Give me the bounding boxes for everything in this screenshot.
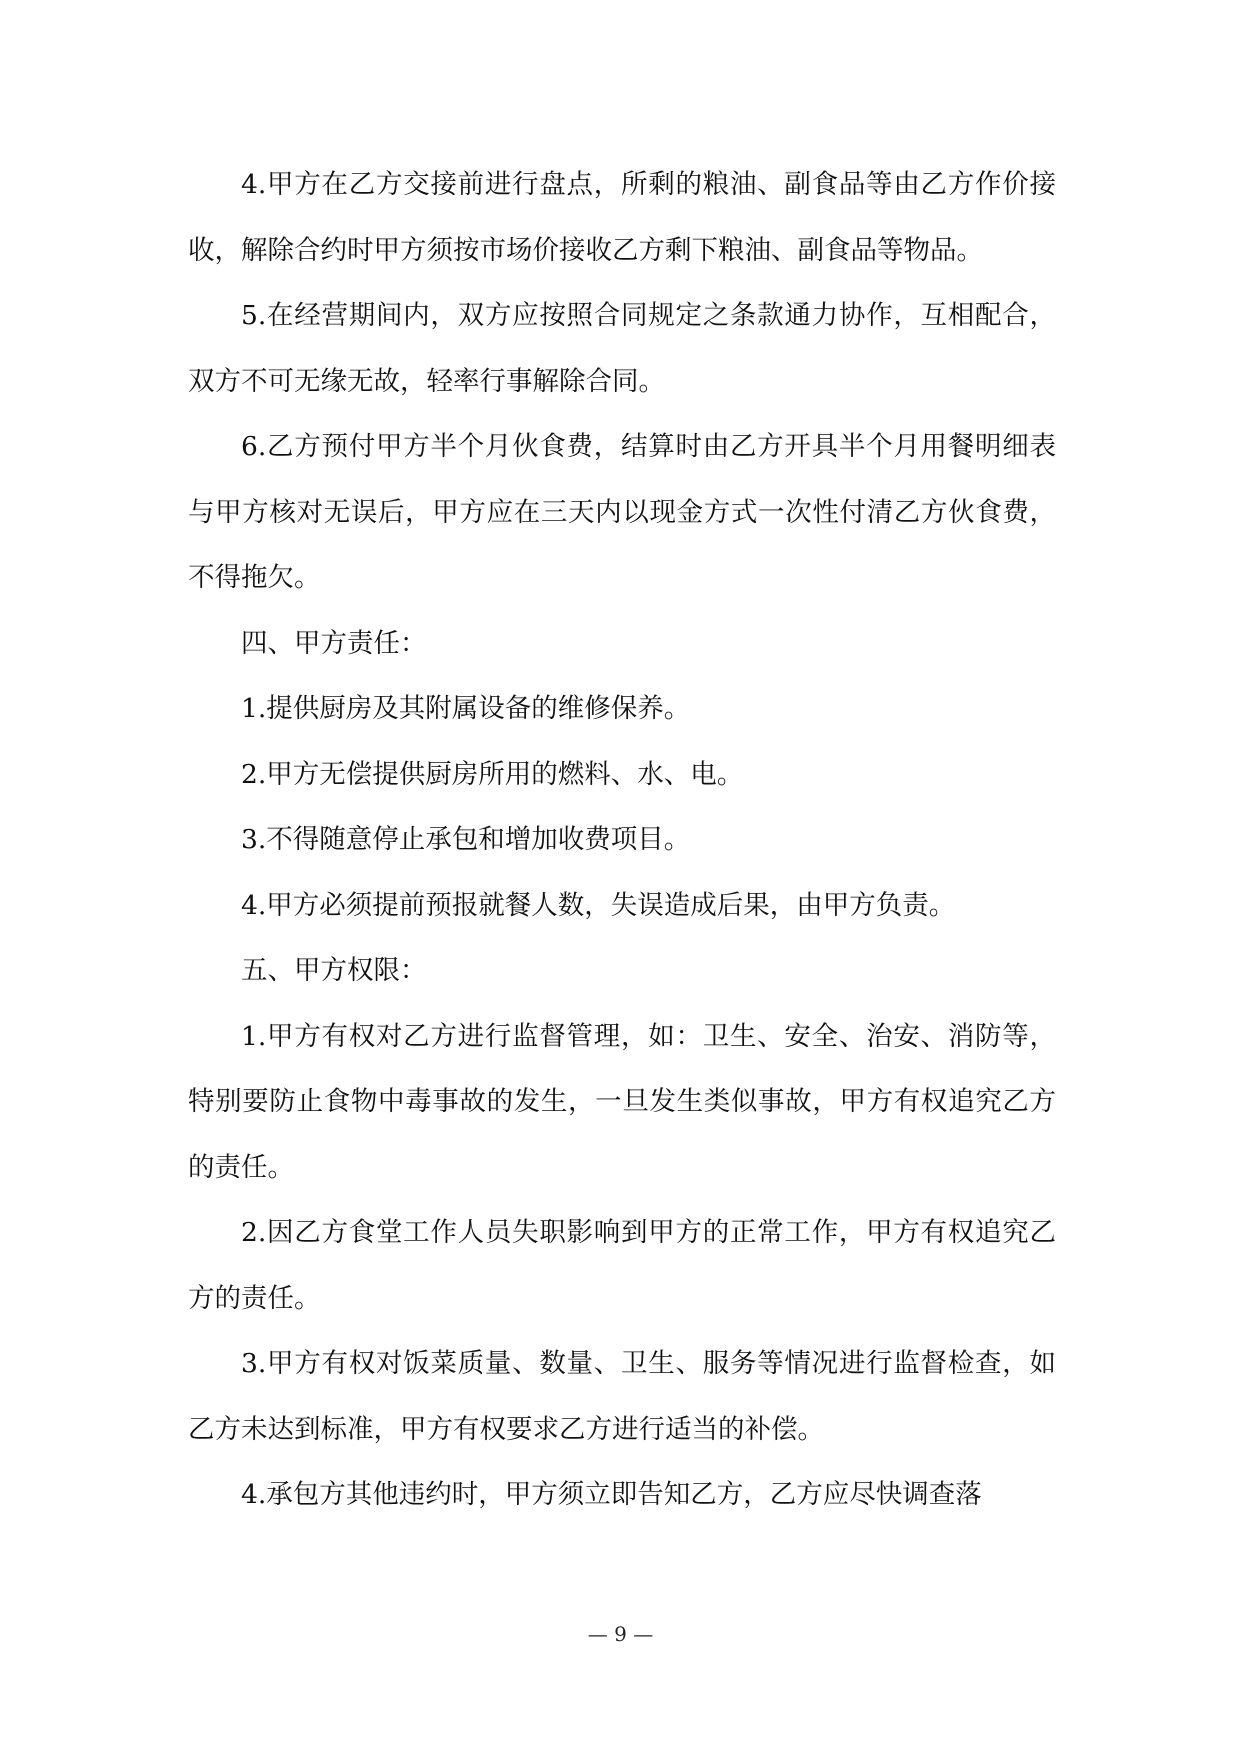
paragraph: 3.甲方有权对饭菜质量、数量、卫生、服务等情况进行监督检查，如乙方未达到标准，甲方有权要求乙方进行适当的补偿。 xyxy=(188,1348,1056,1445)
paragraph: 4.甲方在乙方交接前进行盘点，所剩的粮油、副食品等由乙方作价接收，解除合约时甲方须按市场价接收乙方剩下粮油、副食品等物品。 xyxy=(188,169,1056,266)
paragraph: 4.甲方必须提前预报就餐人数，失误造成后果，由甲方负责。 xyxy=(241,889,956,921)
paragraph: 6.乙方预付甲方半个月伙食费，结算时由乙方开具半个月用餐明细表与甲方核对无误后，甲方应在三天内以现金方式一次性付清乙方伙食费，不得拖欠。 xyxy=(188,431,1056,593)
paragraph: 4.承包方其他违约时，甲方须立即告知乙方，乙方应尽快调查落 xyxy=(241,1479,982,1510)
paragraph: 2.甲方无偿提供厨房所用的燃料、水、电。 xyxy=(241,758,744,790)
page-number: — 9 — xyxy=(587,1622,654,1646)
paragraph: 5.在经营期间内，双方应按照合同规定之条款通力协作，互相配合，双方不可无缘无故，轻率行事解除合同。 xyxy=(188,300,1056,397)
paragraph: 1.提供厨房及其附属设备的维修保养。 xyxy=(241,693,691,724)
section-heading: 四、甲方责任： xyxy=(241,627,427,659)
paragraph: 1.甲方有权对乙方进行监督管理，如：卫生、安全、治安、消防等，特别要防止食物中毒事故的发生，一旦发生类似事故，甲方有权追究乙方的责任。 xyxy=(188,1020,1056,1183)
paragraph: 3.不得随意停止承包和增加收费项目。 xyxy=(241,824,691,855)
section-heading: 五、甲方权限： xyxy=(241,955,427,986)
paragraph: 2.因乙方食堂工作人员失职影响到甲方的正常工作，甲方有权追究乙方的责任。 xyxy=(188,1217,1056,1314)
document-body xyxy=(188,152,1056,1528)
